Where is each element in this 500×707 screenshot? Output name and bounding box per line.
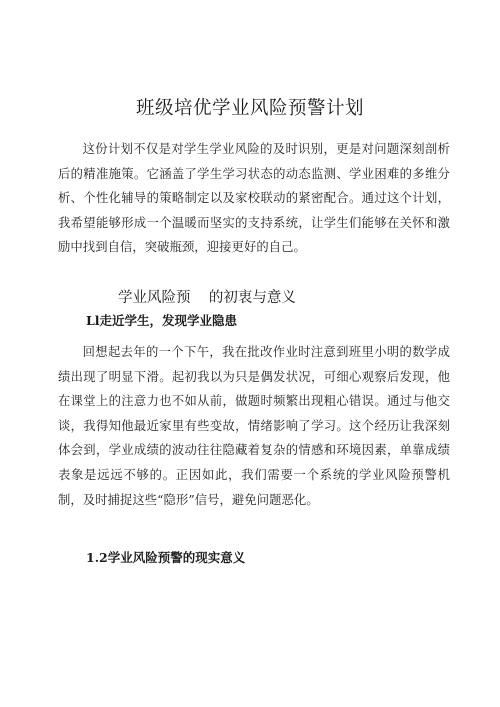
- subsection-number: Ll: [86, 313, 100, 328]
- document-title: 班级培优学业风险预警计划: [135, 98, 364, 119]
- intro-paragraph: 这份计划不仅是对学生学业风险的及时识别，更是对问题深刻剖析后的精准施策。它涵盖了学生学习状态的动态监测、学业困难的多维分析、个性化辅导的策略制定以及家校联动的紧密配合。通过这个计划，我希望能够形成一个温暖而坚实的支持系统，让学生们能够在关怀和激励中找到自信，突破瓶颈，迎接更好的自己。: [58, 142, 450, 255]
- section-heading: 学业风险预 的初衷与意义: [118, 290, 296, 306]
- subsection-title: 学业风险预警的现实意义: [107, 550, 246, 565]
- subsection-body-paragraph: 回想起去年的一个下午，我在批改作业时注意到班里小明的数学成绩出现了明显下滑。起初我以为只是偶发状况，可细心观察后发现，他在课堂上的注意力也不如从前，做题时频繁出现粗心错误。通过与他交谈，我得知他最近家里有些变故，情绪影响了学习。这个经历让我深刻体会到，学业成绩的波动往往隐藏着复杂的情感和环境因素，单靠成绩表象是远远不够的。正因如此，我们需要一个系统的学业风险预警机制，及时捕捉这些“隐形”信号，避免问题恶化。: [58, 345, 450, 507]
- subsection-title: 走近学生，发现学业隐患: [99, 313, 238, 328]
- subsection-heading-1-2: [86, 548, 245, 566]
- subsection-heading-1-1: [86, 311, 237, 329]
- subsection-number: 1.2: [86, 550, 108, 565]
